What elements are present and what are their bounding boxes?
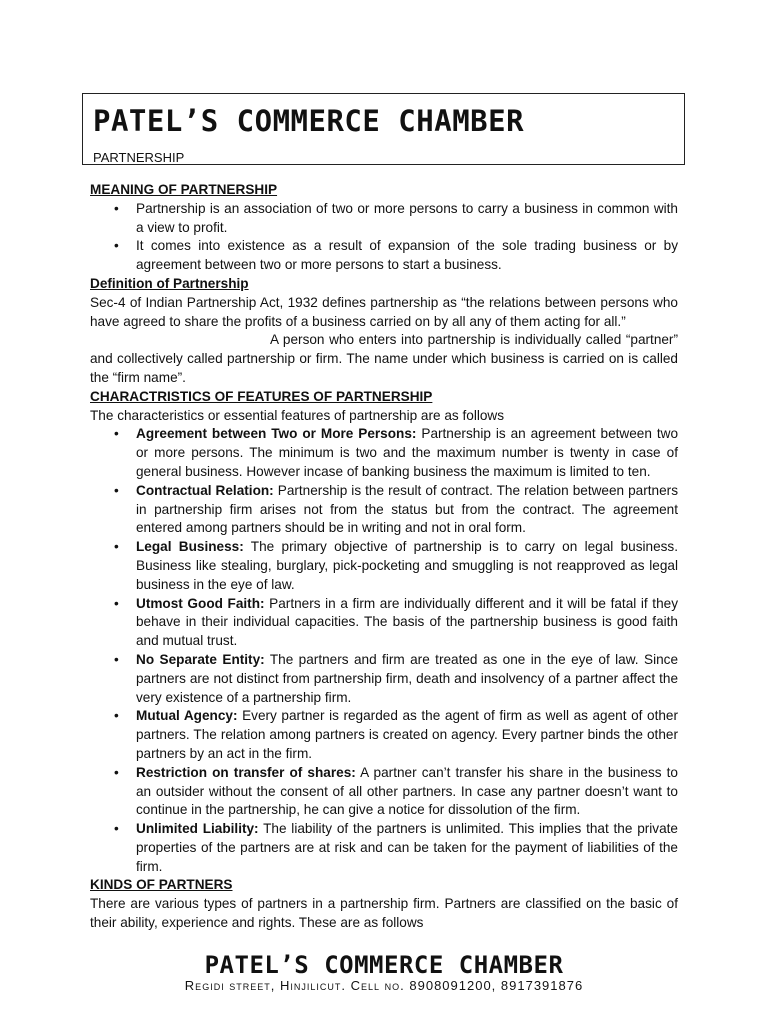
feature-term: Agreement between Two or More Persons: xyxy=(136,426,417,442)
list-item xyxy=(90,595,678,651)
feature-term: Unlimited Liability: xyxy=(136,821,259,837)
feature-text: The liability of the partners is unlimited. This implies that the private properties of the partners are at risk and can be taken for the payment of liabilities of the firm. xyxy=(136,821,678,874)
bullet-icon: • xyxy=(114,539,119,555)
bullet-icon: • xyxy=(114,595,119,611)
feature-term: No Separate Entity: xyxy=(136,651,265,667)
feature-term: Mutual Agency: xyxy=(136,708,238,724)
meaning-heading: MEANING OF PARTNERSHIP xyxy=(90,182,278,197)
meaning-bullet-2: It comes into existence as a result of expansion of the sole trading business or by agreement between two or more persons to start a business. xyxy=(136,238,678,273)
definition-paragraph-2: A person who enters into partnership is individually called “partner” and collectively called partnership or firm. The name under which business is carried on is called the “firm name”. xyxy=(90,332,678,385)
feature-term: Contractual Relation: xyxy=(136,482,274,498)
feature-text: Partners in a firm are individually different and it will be fatal if they behave in their individual capacities. The basis of the partnership business is good faith and mutual trust. xyxy=(136,595,679,649)
features-intro: The characteristics or essential features of partnership are as follows xyxy=(90,407,505,423)
bullet-icon: • xyxy=(114,200,119,216)
bullet-icon: • xyxy=(114,764,119,780)
feature-term: Restriction on transfer of shares: xyxy=(136,764,356,780)
feature-text: The primary objective of partnership is to carry on legal business. Business like stealing, burglary, pick-pocketing and smuggling is not reapproved as legal business in the eye of law. xyxy=(136,539,679,592)
definition-heading: Definition of Partnership xyxy=(90,275,249,291)
list-item xyxy=(90,651,678,707)
meaning-bullet-1: Partnership is an association of two or more persons to carry a business in common with a view to profit. xyxy=(136,200,678,235)
list-item xyxy=(90,820,678,876)
footer-address: Regidi street, Hinjilicut. Cell no. 8908091200, 8917391876 xyxy=(184,978,584,993)
header-box xyxy=(82,93,685,165)
bullet-icon: • xyxy=(114,238,119,254)
feature-text: Partnership is an agreement between two or more persons. The minimum is two and the maximum number is twenty in case of general business. However incase of banking business the maximum is limited to ten. xyxy=(136,426,678,479)
document-subtitle: PARTNERSHIP xyxy=(93,150,185,165)
list-item xyxy=(90,538,678,594)
feature-term: Utmost Good Faith: xyxy=(136,595,265,611)
feature-text: Partnership is the result of contract. The relation between partners in partnership firm arises not from the status but from the contract. The agreement entered among partners should be in writing and not in oral form. xyxy=(136,482,678,536)
definition-paragraph-1: Sec-4 of Indian Partnership Act, 1932 defines partnership as “the relations between persons who have agreed to share the profits of a business carried on by all any of them acting for all.” xyxy=(90,294,678,329)
feature-text: The partners and firm are treated as one in the eye of law. Since partners are not distinct from partnership firm, death and insolvency of a partner affect the very existence of a partnership firm. xyxy=(136,651,679,705)
list-item xyxy=(90,707,678,763)
document-body xyxy=(90,181,678,933)
bullet-icon: • xyxy=(114,821,119,837)
features-list xyxy=(90,425,678,876)
list-item xyxy=(90,764,678,820)
feature-term: Legal Business: xyxy=(136,539,244,555)
feature-text: Every partner is regarded as the agent of firm as well as agent of other partners. The relation among partners is created on agency. Every partner binds the other partners by an act in the firm. xyxy=(136,708,679,761)
brand-title: PATEL’S COMMERCE CHAMBER xyxy=(93,104,525,138)
kinds-heading: KINDS OF PARTNERS xyxy=(90,877,233,893)
list-item xyxy=(90,482,678,538)
feature-text: A partner can’t transfer his share in the business to an outsider without the consent of all other partners. In case any partner doesn’t want to continue in the partnership, he can give a notice for dissolution of the firm. xyxy=(136,764,678,818)
list-item xyxy=(90,425,678,481)
meaning-list xyxy=(90,200,678,275)
footer-title: PATEL’S COMMERCE CHAMBER xyxy=(204,951,564,979)
kinds-paragraph: There are various types of partners in a partnership firm. Partners are classified on the basic of their ability, experience and rights. These are as follows xyxy=(90,896,678,931)
bullet-icon: • xyxy=(114,651,119,667)
features-heading: CHARACTRISTICS OF FEATURES OF PARTNERSHIP xyxy=(90,388,433,404)
list-item xyxy=(90,237,678,275)
bullet-icon: • xyxy=(114,426,119,442)
bullet-icon: • xyxy=(114,482,119,498)
bullet-icon: • xyxy=(114,708,119,724)
list-item xyxy=(90,200,678,238)
